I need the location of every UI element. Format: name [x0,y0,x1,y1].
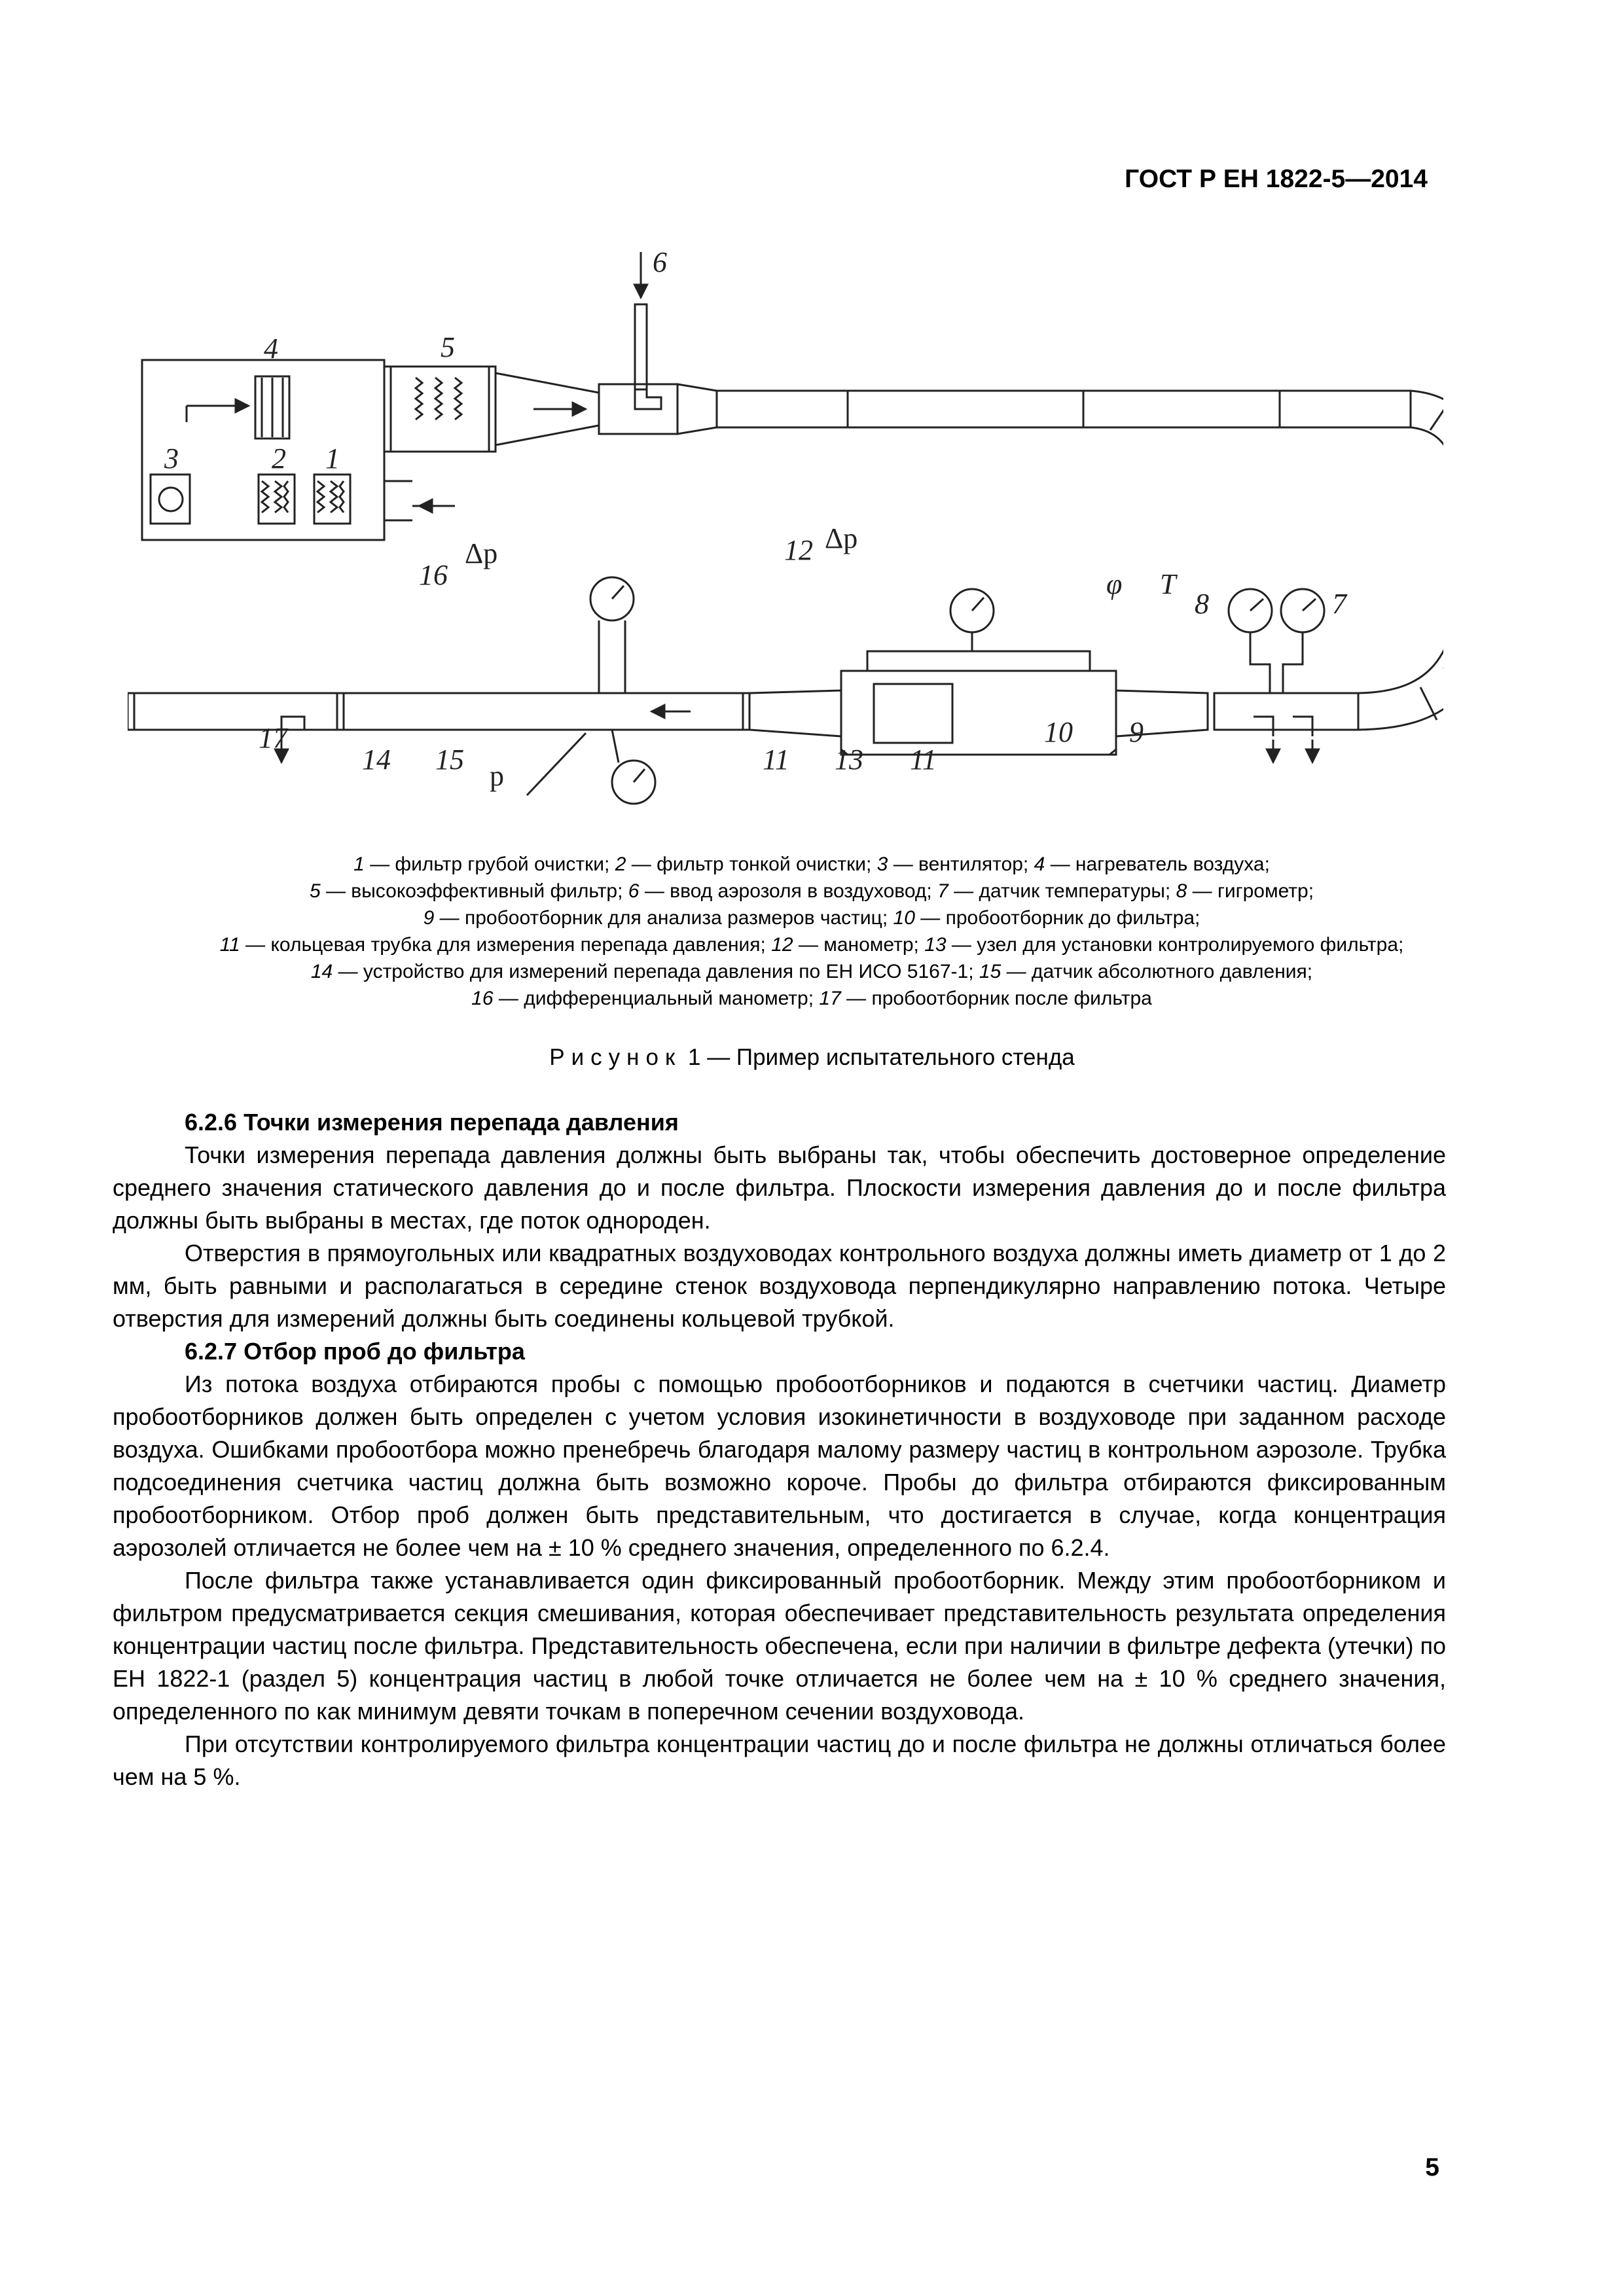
paragraph: Точки измерения перепада давления должны быть выбраны так, чтобы обеспечить достоверное определение среднего значения статического давления до и после фильтра. Плоскости измерения давления до и после фильтра должны быть выбраны в местах, где поток однороден. [113,1141,1446,1234]
page-number: 5 [1425,2153,1439,2181]
label-dp-12: Δp [825,522,858,554]
legend-line: 9 — пробоотборник для анализа размеров частиц; 10 — пробоотборник до фильтра; [423,907,1200,929]
label-1: 1 [325,442,340,475]
label-13: 13 [835,744,863,776]
label-2: 2 [272,442,286,475]
paragraph: Из потока воздуха отбираются пробы с помощью пробоотборников и подаются в счетчики частиц. Диаметр пробоотборников должен быть определен с учетом условия изокинетичности в воздуховоде при заданном расходе воздуха. Ошибками пробоотбора можно пренебречь благодаря малому размеру частиц в контрольном аэрозоле. Трубка подсоединения счетчика частиц должна быть возможно короче. Пробы до фильтра отбираются фиксированным пробоотборником. Отбор проб должен быть представительным, что достигается в случае, когда концентрация аэрозолей отличается не более чем на ± 10 % среднего значения, определенного по 6.2.4. [113,1371,1446,1561]
conditioning-unit [142,360,455,540]
label-8: 8 [1195,588,1209,620]
section-heading-627: 6.2.7 Отбор проб до фильтра [185,1338,525,1365]
test-rig-diagram [128,232,1443,834]
figure-caption: Рисунок 1 — Пример испытательного стенда [549,1045,1075,1070]
label-4: 4 [264,332,278,365]
document-header: ГОСТ Р ЕН 1822-5—2014 [1125,165,1428,193]
label-3: 3 [164,442,179,475]
label-10: 10 [1044,716,1073,748]
legend-line: 1 — фильтр грубой очистки; 2 — фильтр тонкой очистки; 3 — вентилятор; 4 — нагреватель воздуха; [353,853,1270,875]
label-dp-16: Δp [465,537,498,569]
legend-line: 16 — дифференциальный манометр; 17 — пробоотборник после фильтра [471,988,1152,1009]
label-17: 17 [259,722,287,754]
label-16: 16 [419,559,448,591]
label-12: 12 [784,534,813,566]
label-15: 15 [435,744,464,776]
label-phi: φ [1106,568,1123,600]
section-heading-626: 6.2.6 Точки измерения перепада давления [185,1109,679,1136]
label-6: 6 [653,246,667,278]
label-7: 7 [1332,588,1346,620]
paragraph: Отверстия в прямоугольных или квадратных воздуховодах контрольного воздуха должны иметь диаметр от 1 до 2 мм, быть равными и располагаться в середине стенок воздуховода перпендикулярно направлению потока. Четыре отверстия для измерений должны быть соединены кольцевой трубкой. [113,1240,1446,1332]
flexible-bend [1358,391,1443,730]
label-9: 9 [1129,716,1144,748]
paragraph: При отсутствии контролируемого фильтра концентрации частиц до и после фильтра не должны отличаться более чем на 5 %. [113,1731,1446,1790]
legend-line: 11 — кольцевая трубка для измерения перепада давления; 12 — манометр; 13 — узел для установки контролируемого фильтра; [219,934,1404,956]
label-11-right: 11 [910,744,937,776]
lower-duct [128,577,1358,804]
label-14: 14 [362,744,391,776]
label-T: T [1160,568,1176,600]
upper-duct [384,252,1411,452]
figure-legend [92,851,1532,1012]
label-11-left: 11 [763,744,789,776]
document-body [113,1106,1446,1793]
legend-line: 14 — устройство для измерений перепада давления по ЕН ИСО 5167-1; 15 — датчик абсолютного давления; [310,961,1313,982]
label-5: 5 [441,331,455,363]
legend-line: 5 — высокоэффективный фильтр; 6 — ввод аэрозоля в воздуховод; 7 — датчик температуры; 8 — гигрометр; [309,880,1314,902]
label-p-15: p [490,760,504,792]
paragraph: После фильтра также устанавливается один фиксированный пробоотборник. Между этим пробоотборником и фильтром предусматривается секция смешивания, которая обеспечивает представительность результата определения концентрации частиц после фильтра. Представительность обеспечена, если при наличии в фильтре дефекта (утечки) по ЕН 1822-1 (раздел 5) концентрация частиц в любой точке отличается не более чем на ± 10 % среднего значения, определенного по как минимум девяти точкам в поперечном сечении воздуховода. [113,1567,1446,1725]
